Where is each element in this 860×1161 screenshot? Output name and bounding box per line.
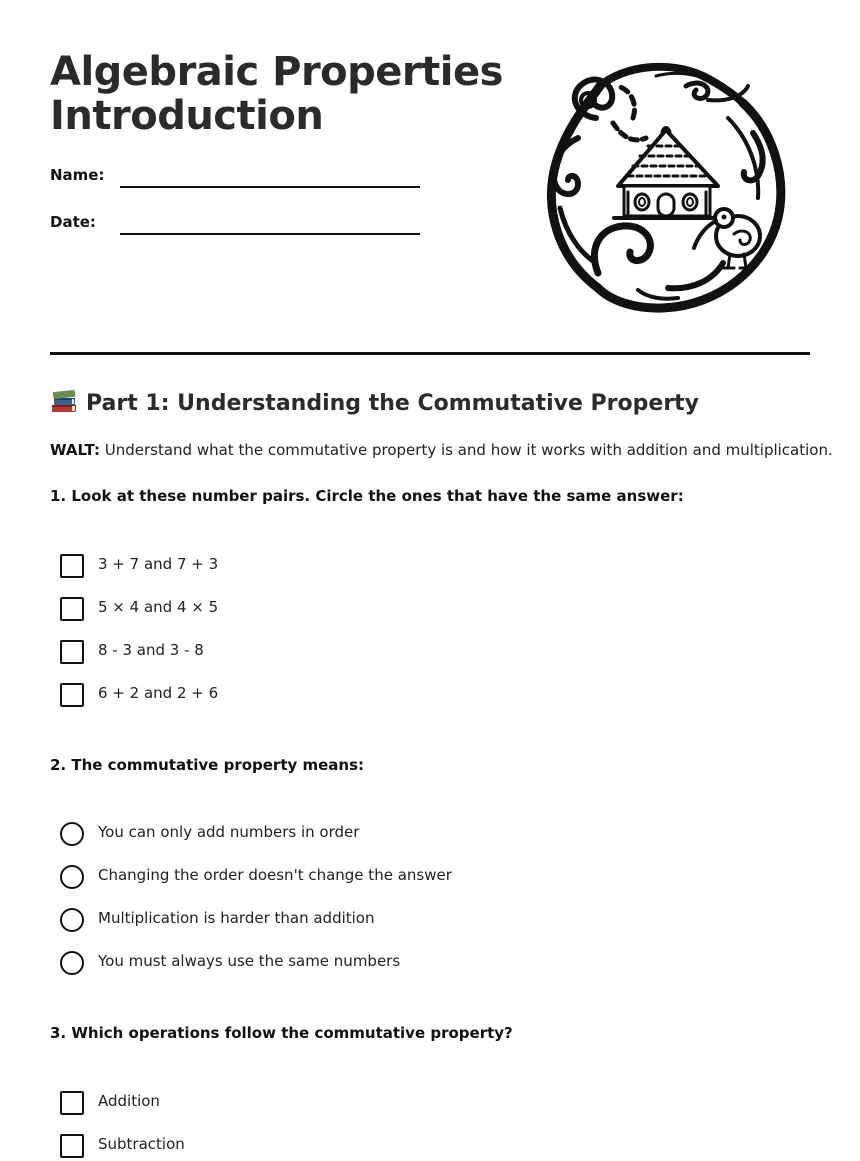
radio-button[interactable] xyxy=(60,951,84,975)
walt-statement xyxy=(50,441,833,459)
option-label: You must always use the same numbers xyxy=(98,952,401,970)
worksheet-page xyxy=(50,0,833,1153)
name-input-line[interactable] xyxy=(120,186,420,188)
title-line-1: Algebraic Properties xyxy=(50,49,503,95)
walt-label: WALT: xyxy=(50,441,100,459)
date-label: Date: xyxy=(50,213,96,231)
walt-text: Understand what the commutative property is and how it works with addition and multiplication. xyxy=(104,441,833,459)
page-title xyxy=(50,50,503,138)
radio-button[interactable] xyxy=(60,908,84,932)
part1-heading xyxy=(50,388,699,416)
radio-button[interactable] xyxy=(60,822,84,846)
checkbox[interactable] xyxy=(60,683,84,707)
checkbox[interactable] xyxy=(60,597,84,621)
date-field xyxy=(50,213,420,237)
checkbox[interactable] xyxy=(60,554,84,578)
radio-button[interactable] xyxy=(60,865,84,889)
title-line-2: Introduction xyxy=(50,93,324,139)
checkbox[interactable] xyxy=(60,640,84,664)
option-label: Changing the order doesn't change the answer xyxy=(98,866,452,884)
question-3-prompt: 3. Which operations follow the commutative property? xyxy=(50,1024,513,1042)
option-label: 3 + 7 and 7 + 3 xyxy=(98,555,219,573)
checkbox[interactable] xyxy=(60,1134,84,1158)
option-label: 5 × 4 and 4 × 5 xyxy=(98,598,219,616)
question-1-prompt: 1. Look at these number pairs. Circle the ones that have the same answer: xyxy=(50,487,684,505)
option-label: You can only add numbers in order xyxy=(98,823,360,841)
date-input-line[interactable] xyxy=(120,233,420,235)
wharenui-kiwi-koru-illustration-icon xyxy=(538,58,790,314)
option-label: Multiplication is harder than addition xyxy=(98,909,375,927)
worksheet-header xyxy=(50,0,810,355)
option-label: Subtraction xyxy=(98,1135,185,1153)
option-label: 6 + 2 and 2 + 6 xyxy=(98,684,219,702)
option-label: Addition xyxy=(98,1092,160,1110)
name-label: Name: xyxy=(50,166,105,184)
name-field xyxy=(50,166,420,190)
books-emoji-icon xyxy=(50,388,78,414)
option-label: 8 - 3 and 3 - 8 xyxy=(98,641,204,659)
checkbox[interactable] xyxy=(60,1091,84,1115)
question-2-prompt: 2. The commutative property means: xyxy=(50,756,365,774)
part1-heading-text: Part 1: Understanding the Commutative Property xyxy=(86,391,700,416)
